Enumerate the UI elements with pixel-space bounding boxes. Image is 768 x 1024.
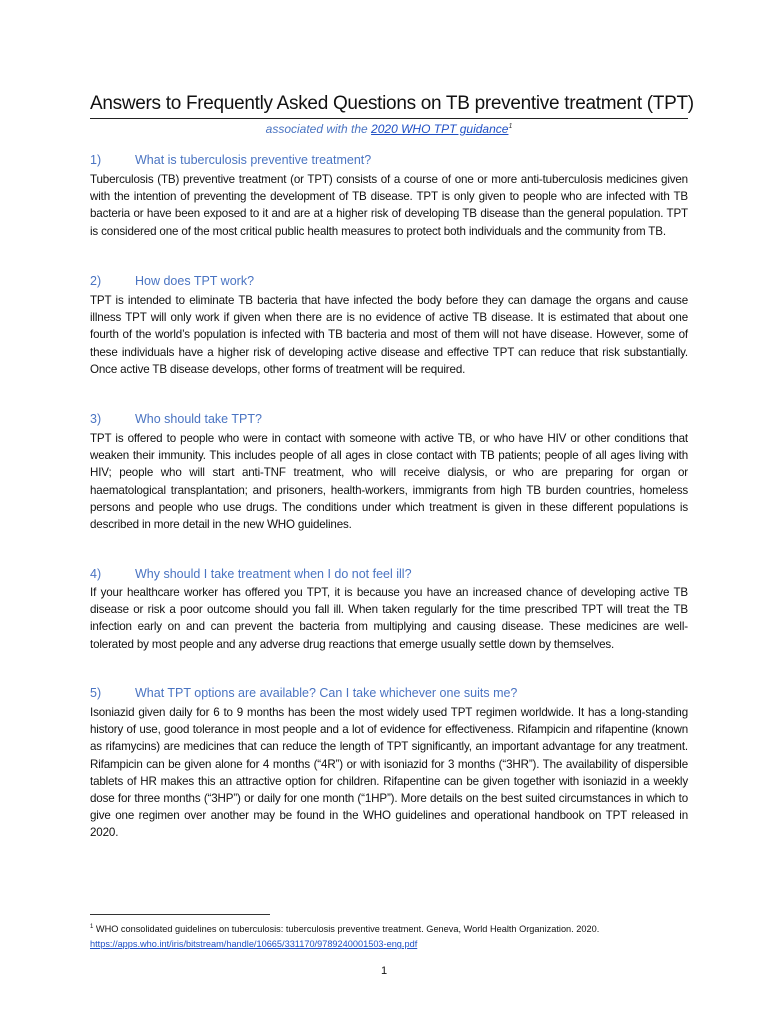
page-title: Answers to Frequently Asked Questions on TB preventive treatment (TPT) — [90, 93, 694, 114]
question-text: How does TPT work? — [135, 274, 255, 288]
question-number: 2) — [90, 274, 102, 288]
footnote — [90, 920, 688, 952]
question-text: What is tuberculosis preventive treatment? — [135, 153, 372, 167]
footnote-url-link[interactable]: https://apps.who.int/iris/bitstream/handle/10665/331170/9789240001503-eng.pdf — [90, 939, 418, 950]
page-number: 1 — [380, 965, 388, 977]
question-number: 1) — [90, 153, 102, 167]
question-text: Who should take TPT? — [135, 412, 262, 426]
footnote-text: WHO consolidated guidelines on tuberculosis: tuberculosis preventive treatment. Geneva, World Health Organization. 2020. — [93, 924, 600, 935]
answer-paragraph-3: TPT is offered to people who were in contact with someone with active TB, or who have HIV or other conditions that weaken their immunity. This includes people of all ages in close contact with TB patients; people of all ages living with HIV; people who will start anti-TNF treatment, who will receive dialysis, or who are preparing for organ or haematological transplantation; and prisoners, health-workers, immigrants from high TB burden countries, homeless persons and people who use drugs. The conditions under which treatment is given in these different populations is described in more detail in the new WHO guidelines. — [90, 432, 688, 532]
question-text: Why should I take treatment when I do not feel ill? — [135, 567, 412, 581]
answer-paragraph-2: TPT is intended to eliminate TB bacteria that have infected the body before they can damage the organs and cause illness TPT will only work if given when there are is no evidence of active TB disease. It is estimated that about one fourth of the world’s population is infected with TB bacteria and most of them will not have disease. However, some of these individuals have a higher risk of developing active disease and effective TPT can reduce that risk substantially. Once active TB disease develops, other forms of treatment will be required. — [90, 294, 688, 376]
question-heading-5 — [90, 686, 688, 700]
question-text: What TPT options are available? Can I take whichever one suits me? — [135, 686, 518, 700]
subtitle — [90, 122, 688, 136]
answer-paragraph-1: Tuberculosis (TB) preventive treatment (or TPT) consists of a course of one or more anti-tuberculosis medicines given with the intention of preventing the development of TB disease. TPT is only given to people who are infected with TB bacteria or have been exposed to it and are at a higher risk of developing TB disease than the general population. TPT is considered one of the most critical public health measures to protect both individuals and the community from TB. — [90, 173, 688, 238]
question-heading-3 — [90, 412, 688, 426]
footnote-separator — [90, 914, 270, 915]
question-heading-2 — [90, 274, 688, 288]
answer-paragraph-4: If your healthcare worker has offered you TPT, it is because you have an increased chance of developing active TB disease or risk a poor outcome should you fall ill. When taken regularly for the time prescribed TPT will treat the TB infection early on and can prevent the bacteria from multiplying and causing disease. These medicines are well-tolerated by most people and any adverse drug reactions that emerge usually settle down by themselves. — [90, 586, 688, 651]
footnote-number: 1 — [90, 924, 94, 930]
footnote-ref[interactable]: 1 — [508, 123, 513, 130]
guidance-link[interactable]: 2020 WHO TPT guidance — [371, 122, 509, 136]
subtitle-prefix: associated with the — [265, 122, 372, 136]
question-number: 3) — [90, 412, 102, 426]
answer-paragraph-5: Isoniazid given daily for 6 to 9 months has been the most widely used TPT regimen worldwide. It has a long-standing history of use, good tolerance in most people and a lot of evidence for effectiveness. Rifampicin and rifapentine (known as rifamycins) are medicines that can reduce the length of TPT significantly, an important advantage for any treatment. Rifampicin can be given alone for 4 months (“4R”) or with isoniazid for 3 months (“3HR”). The availability of dispersible tablets of HR makes this an attractive option for children. Rifapentine can be given together with isoniazid in a weekly dose for three months (“3HP”) or daily for one month (“1HP”). More details on the best suited circumstances in which to give one regimen over another may be found in the WHO guidelines and operational handbook on TPT released in 2020. — [90, 706, 688, 840]
question-heading-1 — [90, 153, 688, 167]
title-underline — [90, 118, 688, 119]
question-number: 5) — [90, 686, 102, 700]
question-number: 4) — [90, 567, 102, 581]
question-heading-4 — [90, 567, 688, 581]
